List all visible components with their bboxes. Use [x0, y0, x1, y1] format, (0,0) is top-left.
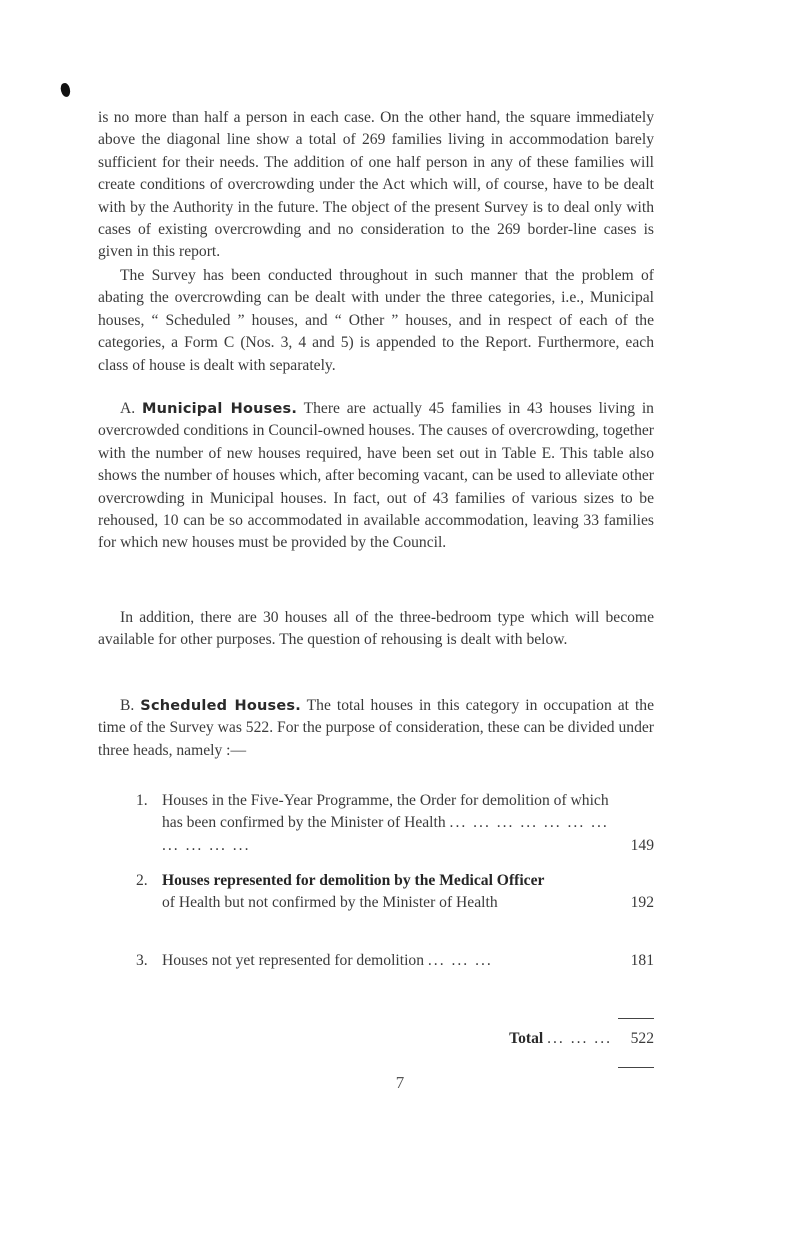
- total-row: [354, 1028, 654, 1050]
- paragraph-survey-categories: [98, 265, 654, 377]
- ink-blot-mark: [59, 82, 71, 98]
- list-item-description-rest: of Health but not confirmed by the Minister of Health: [162, 894, 498, 912]
- section-a-paragraph: [98, 398, 654, 555]
- section-a-label: A.: [120, 400, 136, 417]
- total-rule-top: [618, 1018, 654, 1019]
- paragraph-text: In addition, there are 30 houses all of the three-bedroom type which will become available for other purposes. The question of rehousing is dealt with below.: [98, 609, 654, 649]
- list-item-number: 2.: [136, 872, 148, 889]
- section-b-scheduled-houses: [98, 695, 654, 762]
- total-rule-bottom: [618, 1067, 654, 1068]
- section-b-label: B.: [120, 697, 135, 714]
- paragraph-three-bedroom-houses: [98, 607, 654, 652]
- list-item-description: Houses not yet represented for demolition: [162, 952, 424, 969]
- paragraph-overcrowding-intro: [98, 107, 654, 264]
- section-b-paragraph: [98, 695, 654, 762]
- page-number: 7: [395, 1073, 405, 1092]
- total-label: [509, 1030, 612, 1047]
- section-b-heading: Scheduled Houses.: [140, 698, 301, 714]
- leader-dots: ... ... ...: [427, 952, 493, 969]
- list-item-text: [162, 870, 654, 915]
- leader-dots: ... ... ...: [547, 1030, 612, 1047]
- list-item-number: 3.: [136, 952, 148, 969]
- list-item-value: 149: [630, 836, 654, 854]
- section-a-heading: Municipal Houses.: [141, 401, 298, 417]
- paragraph-text: The Survey has been conducted throughout in such manner that the problem of abating the overcrowding can be dealt with under the three categories, i.e., Municipal houses, “ Scheduled ” houses, and “ Other ” houses, and in respect of each of the categories, a Form C (Nos. 3, 4 and 5) is appended to the Report. Furthermore, each class of house is dealt with separately.: [98, 267, 654, 374]
- list-item-number: 1.: [136, 792, 148, 809]
- section-a-municipal-houses: [98, 398, 654, 555]
- section-b-text: The total houses in this category in occupation at the time of the Survey was 522. For the purpose of consideration, these can be divided under three heads, namely :—: [98, 697, 654, 759]
- total-label-text: Total: [509, 1030, 544, 1047]
- list-item-text: [162, 790, 632, 857]
- list-item-value: 192: [630, 894, 654, 912]
- total-value: 522: [630, 1030, 654, 1047]
- list-item-description-bold: Houses represented for demolition by the Medical Officer: [162, 872, 545, 889]
- paragraph-text: is no more than half a person in each case. On the other hand, the square immediately above the diagonal line show a total of 269 families living in accommodation barely sufficient for their needs. The addition of one half person in any of these families will create conditions of overcrowding under the Act which will, of course, have to be dealt with by the Authority in the future. The object of the present Survey is to deal only with cases of existing overcrowding and no consideration to the 269 border-line cases is given in this report.: [98, 109, 654, 261]
- list-item-value: 181: [630, 952, 654, 969]
- list-item-text: [162, 950, 632, 972]
- section-a-text: There are actually 45 families in 43 houses living in overcrowded conditions in Council-owned houses. The causes of overcrowding, together with the number of new houses required, have been set out in Table E. This table also shows the number of houses which, after becoming vacant, can be used to alleviate other overcrowding in Municipal houses. In fact, out of 43 families of various sizes to be rehoused, 10 can be so accommodated in available accommodation, leaving 33 families for which new houses must be provided by the Council.: [98, 400, 654, 552]
- list-item-description: Houses in the Five-Year Programme, the Order for demolition of which has been confirmed by the Minister of Health: [162, 792, 609, 832]
- leader-dots: ... ... ... ... ... ... ... ... ... ... ...: [162, 814, 609, 854]
